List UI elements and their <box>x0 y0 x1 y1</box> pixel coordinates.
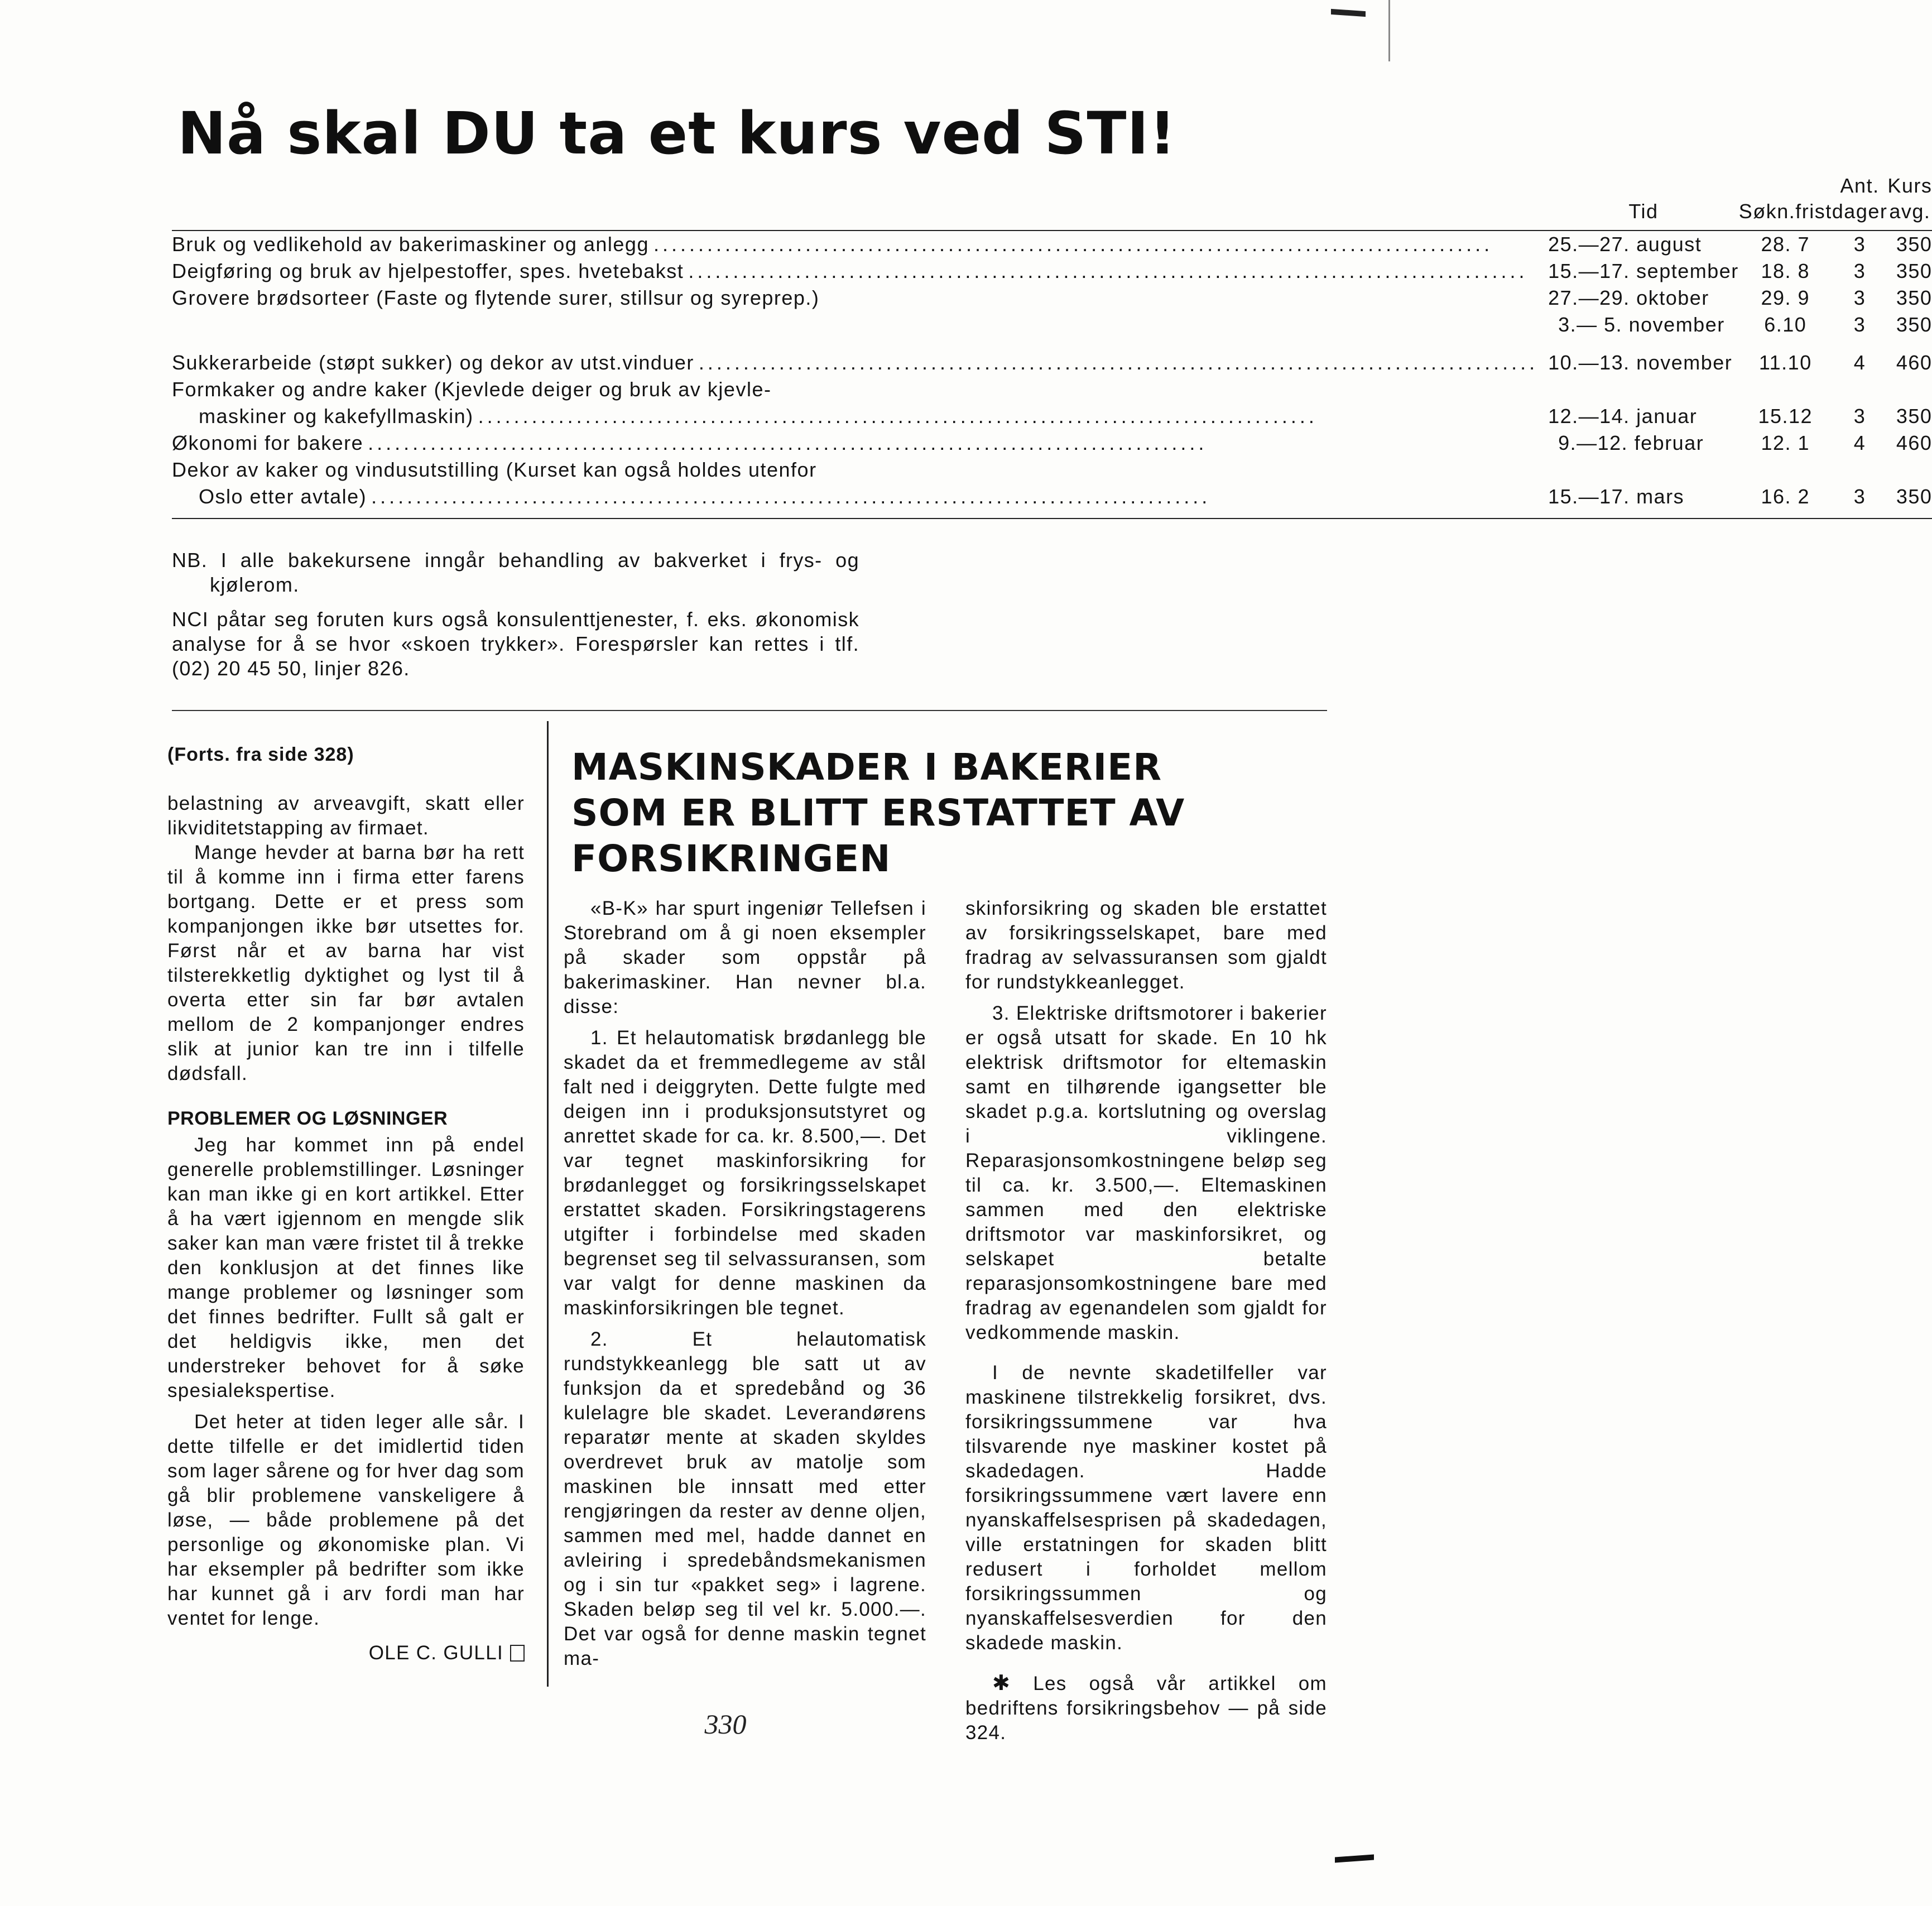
note-block <box>172 548 859 691</box>
course-name-cont: maskiner og kakefyllmaskin) <box>199 405 474 428</box>
body-paragraph: 1. Et helautomatisk brødanlegg ble skadet da et fremmedlegeme av stål falt ned i deiggryten. Dette fulgte med deigen inn i produksjonsutstyret og anrettet skade for ca. kr. 8.500,—. Det var tegnet maskinforsikring for brødanlegget og forsikringsselskapet erstattet skaden. Forsikringstagerens utgifter i forbindelse med skaden begrenset seg til selvassuransen, som var valgt for denne maskinen da maskinforsikringen ble tegnet. <box>564 1027 926 1319</box>
course-fee: 350 <box>1896 286 1932 309</box>
course-time: 9.—12. februar <box>1558 431 1704 454</box>
course-days: 3 <box>1832 457 1888 518</box>
header-course <box>172 173 1548 231</box>
section-subheading: PROBLEMER OG LØSNINGER <box>167 1108 448 1129</box>
course-days: 3 <box>1853 286 1866 309</box>
note-paragraph: NCI påtar seg foruten kurs også konsulenttjenester, f. eks. økonomisk analyse for å se hvor «skoen trykker». Forespørsler kan rettes i tlf. (02) 20 45 50, linjer 826. <box>172 608 859 680</box>
course-name: Sukkerarbeide (støpt sukker) og dekor av utst.vinduer <box>172 351 694 374</box>
scan-edge-mark <box>1331 9 1366 17</box>
body-paragraph: belastning av arveavgift, skatt eller likviditetstapping av firmaet. <box>167 793 525 839</box>
course-time: 3.— 5. november <box>1558 313 1725 336</box>
course-days: 3 <box>1853 233 1866 256</box>
course-time: 15.—17. mars <box>1548 457 1739 518</box>
course-deadline: 16. 2 <box>1739 457 1832 518</box>
article-column-2 <box>965 896 1327 1745</box>
continued-article <box>167 742 525 1665</box>
course-time: 15.—17. september <box>1548 260 1739 282</box>
page-number: 330 <box>704 1708 747 1740</box>
table-row <box>172 285 1932 311</box>
author-signature <box>167 1641 525 1665</box>
cross-reference-text: Les også vår artikkel om bedriftens forsikringsbehov — på side 324. <box>965 1673 1327 1744</box>
table-row: Bruk og vedlikehold av bakerimaskiner og anlegg .............................................................................................. 25.—27. august 28. 7 3 350 <box>172 231 1932 258</box>
course-name: Formkaker og andre kaker (Kjevlede deiger og bruk av kjevle- <box>172 378 772 401</box>
course-days: 3 <box>1853 260 1866 282</box>
table-row <box>172 311 1932 338</box>
course-name <box>172 311 1548 338</box>
course-name: Økonomi for bakere <box>172 431 364 454</box>
body-paragraph: Det heter at tiden leger alle sår. I dette tilfelle er det imidlertid tiden som lager sårene og for hver dag som gå blir problemene vanskeligere å løse, — både problemene på det personlige og økonomiske plan. Vi har eksempler på bedrifter som ikke har kunnet gå i arv fordi man har ventet for lenge. <box>167 1411 525 1629</box>
course-time: 12.—14. januar <box>1548 405 1698 428</box>
course-deadline: 6.10 <box>1764 313 1807 336</box>
course-days: 4 <box>1853 431 1866 454</box>
table-row: Dekor av kaker og vindusutstilling (Kurset kan også holdes utenfor Oslo etter avtale) .............................................................................................. 15.—17. mars 16. 2 3 350 <box>172 457 1932 518</box>
body-paragraph: 3. Elektriske driftsmotorer i bakerier er også utsatt for skade. En 10 hk elektrisk driftsmotor for eltemaskin samt en tilhørende igangsetter ble skadet p.g.a. kortslutning og overslag i viklingene. Reparasjonsomkostningene beløp seg til ca. kr. 3.500,—. Eltemaskinen sammen med den elektriske driftsmotor var maskinforsikret, og selskapet betalte reparasjonsomkostningene bare med fradrag av egenandelen som gjaldt for vedkommende maskin. <box>965 1002 1327 1343</box>
course-deadline: 28. 7 <box>1761 233 1810 256</box>
course-fee: 350 <box>1887 457 1932 518</box>
course-deadline: 29. 9 <box>1761 286 1810 309</box>
course-time: 10.—13. november <box>1548 351 1733 374</box>
table-header-row <box>172 173 1932 231</box>
header-fee-line2: avg. <box>1889 200 1931 223</box>
course-name: Deigføring og bruk av hjelpestoffer, spes. hvetebakst <box>172 260 684 282</box>
course-deadline: 11.10 <box>1758 351 1812 374</box>
table-row: Sukkerarbeide (støpt sukker) og dekor av utst.vinduer .............................................................................................. 10.—13. november 11.10 4 460 <box>172 349 1932 376</box>
column-divider <box>547 721 549 1687</box>
page-headline: Nå skal DU ta et kurs ved STI! <box>177 99 1176 167</box>
body-paragraph: I de nevnte skadetilfeller var maskinene tilstrekkelig forsikret, dvs. forsikringssummene var hva tilsvarende nye maskiner kostet på skadedagen. Hadde forsikringssummene vært lavere enn nyanskaffelsesprisen på skadedagen, ville erstatningen for skaden blitt redusert i forholdet mellom forsikringssummen og nyanskaffelsesverdien for den skadede maskin. <box>965 1362 1327 1654</box>
body-paragraph: skinforsikring og skaden ble erstattet av forsikringsselskapet, bare med fradrag av selvassuransen som gjaldt for rundstykkeanlegget. <box>965 897 1327 993</box>
header-days <box>1832 173 1888 231</box>
asterisk-icon: ✱ <box>992 1672 1011 1695</box>
table-row: Deigføring og bruk av hjelpestoffer, spes. hvetebakst .............................................................................................. 15.—17. september 18. 8 3 350 <box>172 258 1932 285</box>
course-days: 4 <box>1853 351 1866 374</box>
end-mark-icon <box>510 1645 525 1662</box>
header-fee-line1: Kurs <box>1887 174 1932 197</box>
article-column-1 <box>564 896 926 1671</box>
author-name: OLE C. GULLI <box>368 1642 503 1664</box>
body-paragraph: 2. Et helautomatisk rundstykkeanlegg ble satt ut av funksjon da et spredebånd og 36 kulelagre ble skadet. Leverandørens reparatør mente at skaden skyldes overdrevet bruk av matolje som maskinen ble innsatt med etter rengjøringen da rester av denne oljen, sammen med mel, hadde dannet en avleiring i spredebåndsmekanismen og i sin tur «pakket seg» i lagrene. Skaden beløp seg til vel kr. 5.000.—. Det var også for denne maskin tegnet ma- <box>564 1328 926 1669</box>
note-paragraph: NB. I alle bakekursene inngår behandling av bakverket i frys- og kjølerom. <box>172 549 859 596</box>
course-days: 3 <box>1853 405 1866 428</box>
table-row: Økonomi for bakere .............................................................................................. 9.—12. februar 12. 1 4 460 <box>172 430 1932 457</box>
table-row: Formkaker og andre kaker (Kjevlede deiger og bruk av kjevle- maskiner og kakefyllmaskin) .............................................................................................. 12.—14. januar 15.12 3 350 <box>172 376 1932 430</box>
header-deadline: Søkn.frist <box>1739 173 1832 231</box>
course-name-cont: Oslo etter avtale) <box>199 485 367 508</box>
course-name: Dekor av kaker og vindusutstilling (Kurset kan også holdes utenfor <box>172 458 817 481</box>
course-table <box>172 173 1932 519</box>
course-deadline: 12. 1 <box>1761 431 1810 454</box>
course-fee: 350 <box>1896 260 1932 282</box>
course-name: Grovere brødsorteer (Faste og flytende surer, stillsur og syreprep.) <box>172 286 820 309</box>
course-fee: 350 <box>1896 313 1932 336</box>
article-title <box>571 745 1330 882</box>
header-days-line1: Ant. <box>1840 174 1880 197</box>
course-fee: 460 <box>1896 351 1932 374</box>
header-days-line2: dager <box>1832 200 1888 223</box>
body-paragraph: Jeg har kommet inn på endel generelle problemstillinger. Løsninger kan man ikke gi en kort artikkel. Etter å ha vært igjennom en mengde slik saker kan man være fristet til å trekke den konklusjon at det finnes like mange problemer og løsninger som det finnes bedrifter. Fullt så galt er det heldigvis ikke, men det understreker behovet for å søke spesialekspertise. <box>167 1134 525 1401</box>
cross-reference <box>965 1671 1327 1745</box>
scan-edge-line <box>1388 0 1390 61</box>
course-deadline: 15.12 <box>1758 405 1813 428</box>
course-name: Bruk og vedlikehold av bakerimaskiner og anlegg <box>172 233 649 256</box>
course-fee: 350 <box>1896 233 1932 256</box>
section-divider <box>172 710 1327 711</box>
course-deadline: 18. 8 <box>1761 260 1810 282</box>
header-fee <box>1887 173 1932 231</box>
header-time: Tid <box>1548 173 1739 231</box>
article-title-line: SOM ER BLITT ERSTATTET AV <box>571 791 1185 834</box>
body-paragraph: Mange hevder at barna bør ha rett til å komme inn i firma etter farens bortgang. Dette er et press som kompanjongen ikke bør utsettes for. Først når et av barna har vist tilsterekketlig dyktighet og lyst til å overta etter sin far bør avtalen mellom de 2 kompanjonger endres slik at junior kan tre inn i tilfelle dødsfall. <box>167 842 525 1084</box>
course-time: 27.—29. oktober <box>1548 286 1709 309</box>
scan-edge-mark <box>1335 1855 1374 1863</box>
continuation-label: (Forts. fra side 328) <box>167 744 354 765</box>
course-time: 25.—27. august <box>1548 233 1702 256</box>
article-title-line: MASKINSKADER I BAKERIER <box>571 746 1162 789</box>
body-paragraph: «B-K» har spurt ingeniør Tellefsen i Storebrand om å gi noen eksempler på skader som oppstår på bakerimaskiner. Han nevner bl.a. disse: <box>564 897 926 1017</box>
article-title-line: FORSIKRINGEN <box>571 837 891 880</box>
course-days: 3 <box>1853 313 1866 336</box>
course-fee: 350 <box>1896 405 1932 428</box>
course-fee: 460 <box>1896 431 1932 454</box>
